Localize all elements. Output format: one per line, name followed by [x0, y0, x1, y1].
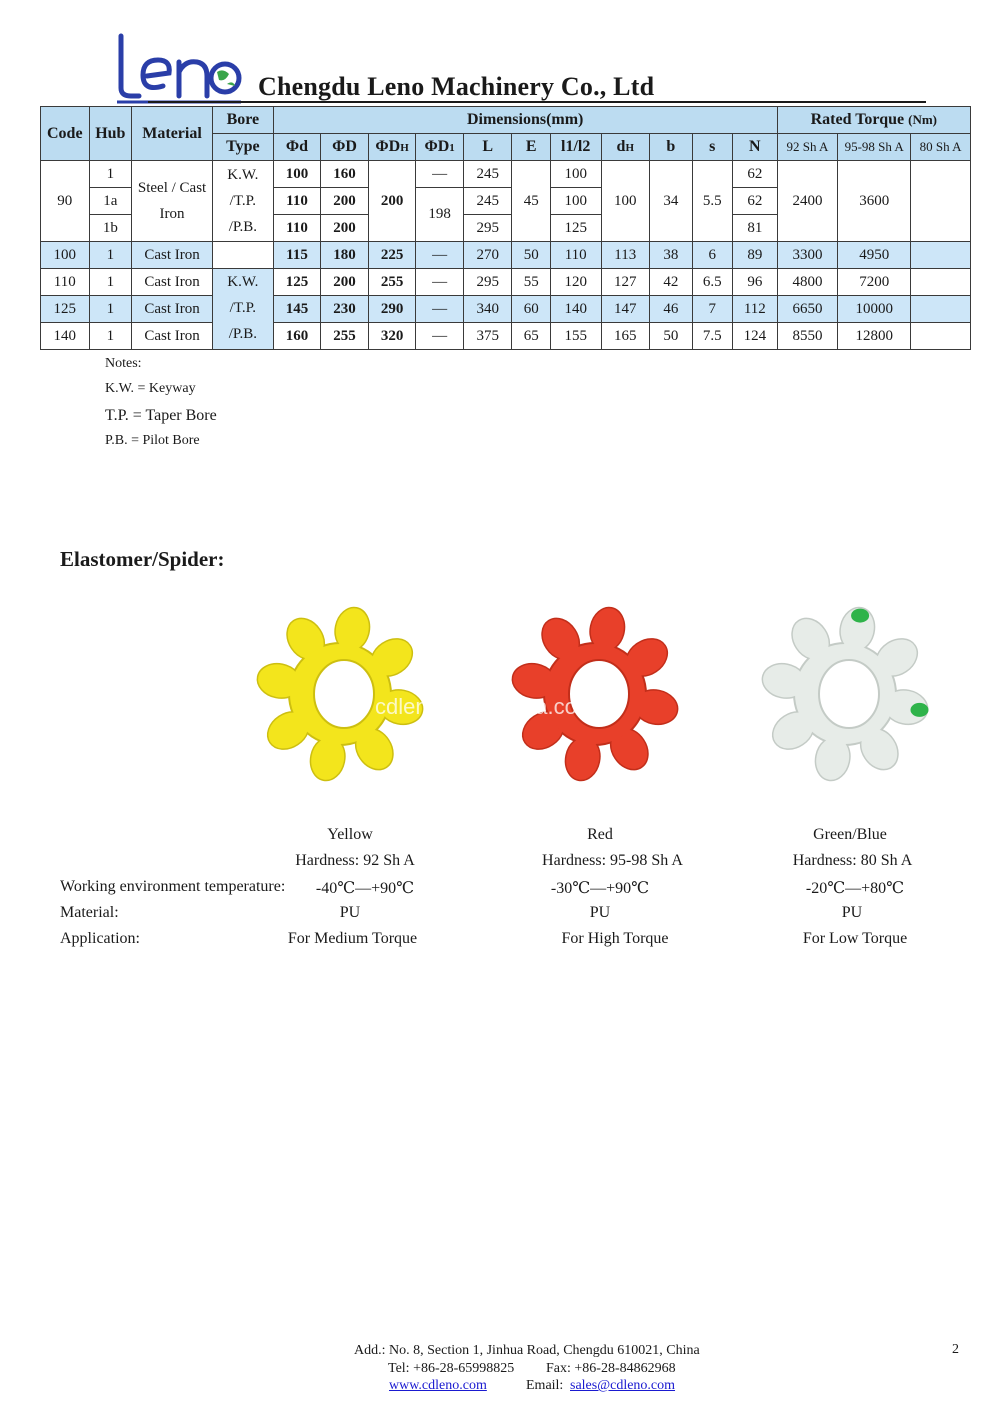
notes-title: Notes:	[105, 356, 142, 371]
cell-s: 7	[692, 296, 732, 323]
cell-s: 6.5	[692, 269, 732, 296]
cell-phi-D: 200	[321, 188, 369, 215]
cell-N: 124	[733, 323, 778, 350]
cell-L: 295	[463, 269, 512, 296]
cell-N: 112	[733, 296, 778, 323]
note-pilot-bore: P.B. = Pilot Bore	[105, 433, 200, 448]
header-rated-torque	[777, 107, 970, 134]
header-b: b	[650, 134, 693, 161]
spider-green-color: Green/Blue	[813, 826, 887, 843]
cell-hub: 1	[89, 323, 132, 350]
company-logo	[113, 30, 243, 105]
phi-DH-sub: H	[400, 142, 409, 154]
cell-t92: 2400	[777, 161, 838, 242]
cell-t80	[911, 269, 971, 296]
bore-line: /P.B.	[228, 219, 258, 235]
cell-l1l2: 100	[550, 188, 601, 215]
cell-bore-type	[213, 269, 274, 350]
spider-green-hardness: Hardness: 80 Sh A	[792, 852, 913, 869]
cell-N: 62	[733, 188, 778, 215]
cell-phi-D1: —	[416, 242, 464, 269]
cell-code: 90	[41, 161, 90, 242]
cell-t80	[911, 323, 971, 350]
cell-l1l2: 120	[550, 269, 601, 296]
header-phi-D: ΦD	[321, 134, 369, 161]
header-N: N	[733, 134, 778, 161]
cell-phi-D: 180	[321, 242, 369, 269]
cell-material	[132, 161, 213, 242]
cell-t92: 3300	[777, 242, 838, 269]
cell-L: 270	[463, 242, 512, 269]
cell-material: Cast Iron	[132, 323, 213, 350]
bore-line: /P.B.	[228, 326, 258, 342]
header-phi-DH	[368, 134, 416, 161]
cell-phi-D1: —	[416, 269, 464, 296]
footer-tel: Tel: +86-28-65998825	[388, 1361, 515, 1376]
material-label: Material:	[60, 904, 119, 921]
note-taper-bore: T.P. = Taper Bore	[105, 407, 217, 424]
spider-yellow-color: Yellow	[327, 826, 373, 843]
header-type: Type	[213, 134, 274, 161]
cell-phi-D: 230	[321, 296, 369, 323]
dH-sub: H	[625, 142, 635, 154]
cell-phi-d: 110	[273, 215, 321, 242]
header-l1l2: l1/l2	[550, 134, 601, 161]
spider-green-image	[755, 596, 935, 786]
footer-website-link[interactable]: www.cdleno.com	[389, 1378, 487, 1393]
cell-t92: 4800	[777, 269, 838, 296]
cell-code: 110	[41, 269, 90, 296]
cell-phi-d: 145	[273, 296, 321, 323]
cell-s: 6	[692, 242, 732, 269]
cell-phi-d: 110	[273, 188, 321, 215]
cell-hub: 1	[89, 242, 132, 269]
footer-email-label: Email:	[526, 1378, 564, 1393]
header-80sha: 80 Sh A	[911, 134, 971, 161]
spider-red-material: PU	[589, 904, 611, 921]
cell-hub: 1	[89, 296, 132, 323]
watermark: cdleno.en.alibaba.com	[375, 694, 596, 719]
cell-phi-DH: 225	[368, 242, 416, 269]
cell-material: Cast Iron	[132, 296, 213, 323]
table-row	[41, 242, 971, 269]
cell-phi-d: 100	[273, 161, 321, 188]
phi-DH-main: ΦD	[375, 138, 401, 155]
cell-N: 96	[733, 269, 778, 296]
application-label: Application:	[60, 930, 140, 947]
cell-phi-DH: 255	[368, 269, 416, 296]
phi-D1-sub: 1	[449, 142, 455, 154]
cell-E: 55	[512, 269, 550, 296]
cell-L: 245	[463, 161, 512, 188]
footer-address: Add.: No. 8, Section 1, Jinhua Road, Chengdu 610021, China	[354, 1343, 700, 1358]
elastomer-section-title: Elastomer/Spider:	[60, 547, 225, 571]
cell-hub: 1b	[89, 215, 132, 242]
cell-phi-D: 200	[321, 215, 369, 242]
spider-yellow-hardness: Hardness: 92 Sh A	[295, 852, 415, 869]
cell-E: 60	[512, 296, 550, 323]
spider-red-application: For High Torque	[561, 930, 669, 947]
page-number: 2	[952, 1342, 959, 1357]
bore-line: /T.P.	[229, 300, 257, 316]
cell-E: 50	[512, 242, 550, 269]
footer-email-link[interactable]: sales@cdleno.com	[570, 1378, 676, 1393]
cell-L: 375	[463, 323, 512, 350]
cell-phi-D1: —	[416, 161, 464, 188]
cell-dH: 127	[601, 269, 650, 296]
temperature-label: Working environment temperature:	[60, 878, 286, 895]
cell-E: 45	[512, 161, 550, 242]
header-L: L	[463, 134, 512, 161]
spider-green-application: For Low Torque	[802, 930, 908, 947]
cell-phi-d: 125	[273, 269, 321, 296]
cell-L: 295	[463, 215, 512, 242]
header-material: Material	[132, 107, 213, 161]
cell-phi-d: 115	[273, 242, 321, 269]
spider-green-temperature: -20℃—+80℃	[805, 880, 905, 897]
spider-green-material: PU	[841, 904, 863, 921]
cell-b: 34	[650, 161, 693, 242]
cell-phi-D: 200	[321, 269, 369, 296]
cell-code: 140	[41, 323, 90, 350]
header-dimensions: Dimensions(mm)	[273, 107, 777, 134]
cell-dH: 147	[601, 296, 650, 323]
spider-red-image	[505, 596, 685, 786]
logo-text: leno	[113, 30, 115, 31]
header-bore: Bore	[213, 107, 274, 134]
cell-L: 245	[463, 188, 512, 215]
cell-t95: 10000	[838, 296, 911, 323]
spider-red-hardness: Hardness: 95-98 Sh A	[542, 852, 683, 869]
company-name: Chengdu Leno Machinery Co., Ltd	[258, 72, 655, 101]
cell-bore-type	[213, 161, 274, 242]
cell-material: Cast Iron	[132, 269, 213, 296]
header-phi-d: Φd	[273, 134, 321, 161]
cell-t80	[911, 242, 971, 269]
cell-t92: 8550	[777, 323, 838, 350]
cell-phi-d: 160	[273, 323, 321, 350]
footer-fax: Fax: +86-28-84862968	[546, 1361, 676, 1376]
table-row	[41, 323, 971, 350]
cell-hub: 1	[89, 161, 132, 188]
cell-b: 50	[650, 323, 693, 350]
cell-code: 100	[41, 242, 90, 269]
cell-t95: 12800	[838, 323, 911, 350]
spider-yellow-temperature: -40℃—+90℃	[315, 880, 415, 897]
cell-t80	[911, 161, 971, 242]
header-rule	[148, 101, 926, 103]
material-line: Iron	[159, 206, 185, 222]
header-92sha: 92 Sh A	[777, 134, 838, 161]
bore-line: K.W.	[227, 274, 259, 290]
cell-l1l2: 110	[550, 242, 601, 269]
note-keyway: K.W. = Keyway	[105, 381, 196, 396]
cell-phi-D1: 198	[416, 188, 464, 242]
header-E: E	[512, 134, 550, 161]
cell-t92: 6650	[777, 296, 838, 323]
header-95sha: 95-98 Sh A	[838, 134, 911, 161]
cell-phi-DH: 320	[368, 323, 416, 350]
cell-phi-DH: 200	[368, 161, 416, 242]
cell-dH: 100	[601, 161, 650, 242]
bore-line: K.W.	[227, 167, 259, 183]
cell-dH: 165	[601, 323, 650, 350]
header-code: Code	[41, 107, 90, 161]
cell-l1l2: 125	[550, 215, 601, 242]
cell-code: 125	[41, 296, 90, 323]
cell-L: 340	[463, 296, 512, 323]
cell-s: 5.5	[692, 161, 732, 242]
rated-torque-unit: (Nm)	[908, 112, 937, 127]
cell-l1l2: 100	[550, 161, 601, 188]
cell-s: 7.5	[692, 323, 732, 350]
coupling-spec-table	[40, 106, 971, 350]
header-phi-D1	[416, 134, 464, 161]
cell-t80	[911, 296, 971, 323]
cell-phi-D: 160	[321, 161, 369, 188]
cell-phi-D1: —	[416, 323, 464, 350]
spider-red-color: Red	[587, 826, 613, 843]
material-line: Steel / Cast	[137, 180, 207, 196]
table-row	[41, 161, 971, 188]
cell-phi-DH: 290	[368, 296, 416, 323]
header-hub: Hub	[89, 107, 132, 161]
spider-red-temperature: -30℃—+90℃	[550, 880, 650, 897]
cell-material: Cast Iron	[132, 242, 213, 269]
cell-N: 89	[733, 242, 778, 269]
table-row	[41, 269, 971, 296]
cell-l1l2: 140	[550, 296, 601, 323]
cell-t95: 4950	[838, 242, 911, 269]
header-s: s	[692, 134, 732, 161]
cell-N: 62	[733, 161, 778, 188]
bore-line: /T.P.	[229, 193, 257, 209]
header-dH	[601, 134, 650, 161]
spider-yellow-application: For Medium Torque	[287, 930, 418, 947]
phi-D1-main: ΦD	[424, 138, 450, 155]
cell-N: 81	[733, 215, 778, 242]
cell-phi-D: 255	[321, 323, 369, 350]
cell-b: 46	[650, 296, 693, 323]
dH-main: d	[616, 138, 626, 155]
cell-dH: 113	[601, 242, 650, 269]
cell-b: 38	[650, 242, 693, 269]
cell-E: 65	[512, 323, 550, 350]
spider-yellow-image	[250, 596, 430, 786]
table-row	[41, 296, 971, 323]
cell-t95: 7200	[838, 269, 911, 296]
cell-l1l2: 155	[550, 323, 601, 350]
cell-t95: 3600	[838, 161, 911, 242]
cell-phi-D1: —	[416, 296, 464, 323]
cell-hub: 1a	[89, 188, 132, 215]
spider-yellow-material: PU	[339, 904, 361, 921]
cell-b: 42	[650, 269, 693, 296]
cell-hub: 1	[89, 269, 132, 296]
rated-torque-label: Rated Torque	[810, 111, 905, 128]
